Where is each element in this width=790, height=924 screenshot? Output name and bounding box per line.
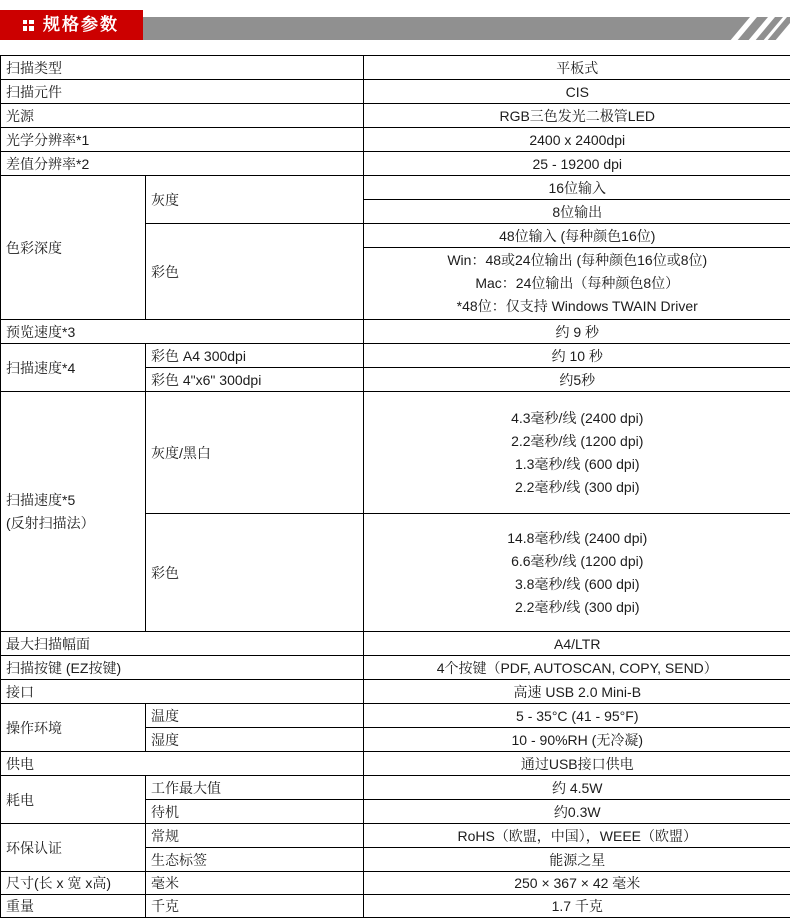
value-line: 4.3毫秒/线 (2400 dpi)	[511, 409, 644, 426]
spec-label: 差值分辨率*2	[1, 152, 364, 176]
spec-label: 操作环境	[1, 704, 146, 752]
spec-sublabel: 彩色	[146, 224, 364, 320]
spec-label: 扫描元件	[1, 80, 364, 104]
spec-value: 10 - 90%RH (无冷凝)	[364, 728, 790, 752]
spec-label	[1, 392, 146, 632]
spec-label: 供电	[1, 752, 364, 776]
decorative-bar-main	[143, 17, 750, 40]
spec-row-interface	[1, 680, 790, 704]
spec-sublabel: 温度	[146, 704, 364, 728]
spec-row-max-size	[1, 632, 790, 656]
spec-label: 接口	[1, 680, 364, 704]
spec-value: 2400 x 2400dpi	[364, 128, 790, 152]
value-line: 2.2毫秒/线 (300 dpi)	[515, 598, 640, 615]
spec-row-color-depth-gray-input	[1, 176, 790, 200]
spec-sublabel: 工作最大值	[146, 776, 364, 800]
spec-row-preview-speed	[1, 320, 790, 344]
spec-label: 光学分辨率*1	[1, 128, 364, 152]
spec-value: 8位输出	[364, 200, 790, 224]
label-line: (反射扫描法）	[6, 514, 95, 531]
grid-squares-icon	[23, 20, 34, 31]
spec-sublabel: 生态标签	[146, 848, 364, 872]
value-line: 2.2毫秒/线 (300 dpi)	[515, 478, 640, 495]
spec-value: 25 - 19200 dpi	[364, 152, 790, 176]
spec-value	[364, 514, 790, 632]
spec-value: CIS	[364, 80, 790, 104]
spec-value: 1.7 千克	[364, 895, 790, 918]
spec-sublabel: 千克	[146, 895, 364, 918]
spec-value: 4个按键（PDF, AUTOSCAN, COPY, SEND）	[364, 656, 790, 680]
spec-sublabel: 灰度	[146, 176, 364, 224]
spec-value: 250 × 367 × 42 毫米	[364, 872, 790, 895]
spec-value	[364, 392, 790, 514]
spec-value: RGB三色发光二极管LED	[364, 104, 790, 128]
value-line: 6.6毫秒/线 (1200 dpi)	[511, 552, 644, 569]
spec-row-environment-temperature	[1, 704, 790, 728]
spec-value: 16位输入	[364, 176, 790, 200]
spec-value: 约0.3W	[364, 800, 790, 824]
spec-row-scan-buttons	[1, 656, 790, 680]
value-line: 1.3毫秒/线 (600 dpi)	[515, 455, 640, 472]
spec-row-power-supply	[1, 752, 790, 776]
decorative-stripe-bar	[143, 17, 790, 40]
spec-sublabel: 彩色 A4 300dpi	[146, 344, 364, 368]
spec-value: 约5秒	[364, 368, 790, 392]
label-line: 扫描速度*5	[6, 491, 76, 508]
spec-label: 预览速度*3	[1, 320, 364, 344]
spec-sublabel: 毫米	[146, 872, 364, 895]
value-line: 3.8毫秒/线 (600 dpi)	[515, 575, 640, 592]
spec-label: 耗电	[1, 776, 146, 824]
spec-label: 扫描按键 (EZ按键)	[1, 656, 364, 680]
spec-row-scan-speed5-gray	[1, 392, 790, 514]
spec-value: 平板式	[364, 56, 790, 80]
section-title: 规格参数	[43, 15, 119, 34]
spec-value: 48位输入 (每种颜色16位)	[364, 224, 790, 248]
value-line: 14.8毫秒/线 (2400 dpi)	[507, 529, 648, 546]
spec-sublabel: 常规	[146, 824, 364, 848]
value-line: Mac：24位输出（每种颜色8位）	[475, 275, 680, 291]
spec-label: 扫描类型	[1, 56, 364, 80]
spec-label: 环保认证	[1, 824, 146, 872]
spec-sublabel: 灰度/黑白	[146, 392, 364, 514]
spec-value: 通过USB接口供电	[364, 752, 790, 776]
spec-table	[0, 55, 790, 918]
spec-value	[364, 248, 790, 320]
spec-sublabel: 湿度	[146, 728, 364, 752]
spec-row-eco-regular	[1, 824, 790, 848]
spec-row-scan-type	[1, 56, 790, 80]
spec-sublabel: 待机	[146, 800, 364, 824]
spec-row-light-source	[1, 104, 790, 128]
value-line: 2.2毫秒/线 (1200 dpi)	[511, 432, 644, 449]
spec-row-dimensions	[1, 872, 790, 895]
spec-value: A4/LTR	[364, 632, 790, 656]
spec-row-interpolated-resolution	[1, 152, 790, 176]
spec-label: 光源	[1, 104, 364, 128]
spec-row-scan-element	[1, 80, 790, 104]
spec-row-power-max	[1, 776, 790, 800]
spec-value: 约 4.5W	[364, 776, 790, 800]
spec-value: RoHS（欧盟，中国），WEEE（欧盟）	[364, 824, 790, 848]
spec-value: 能源之星	[364, 848, 790, 872]
value-line: *48位：仅支持 Windows TWAIN Driver	[456, 298, 698, 314]
spec-value: 5 - 35°C (41 - 95°F)	[364, 704, 790, 728]
spec-sublabel: 彩色	[146, 514, 364, 632]
spec-value: 约 10 秒	[364, 344, 790, 368]
spec-label: 扫描速度*4	[1, 344, 146, 392]
spec-value: 约 9 秒	[364, 320, 790, 344]
section-title-box	[0, 10, 143, 40]
spec-label: 重量	[1, 895, 146, 918]
section-header	[0, 0, 790, 55]
spec-label: 尺寸(长 x 宽 x高)	[1, 872, 146, 895]
spec-label: 色彩深度	[1, 176, 146, 320]
spec-sublabel: 彩色 4"x6" 300dpi	[146, 368, 364, 392]
spec-label: 最大扫描幅面	[1, 632, 364, 656]
value-line: Win：48或24位输出 (每种颜色16位或8位)	[447, 252, 708, 268]
spec-row-scan-speed4-a4	[1, 344, 790, 368]
spec-value: 高速 USB 2.0 Mini-B	[364, 680, 790, 704]
spec-row-weight	[1, 895, 790, 918]
spec-row-optical-resolution	[1, 128, 790, 152]
